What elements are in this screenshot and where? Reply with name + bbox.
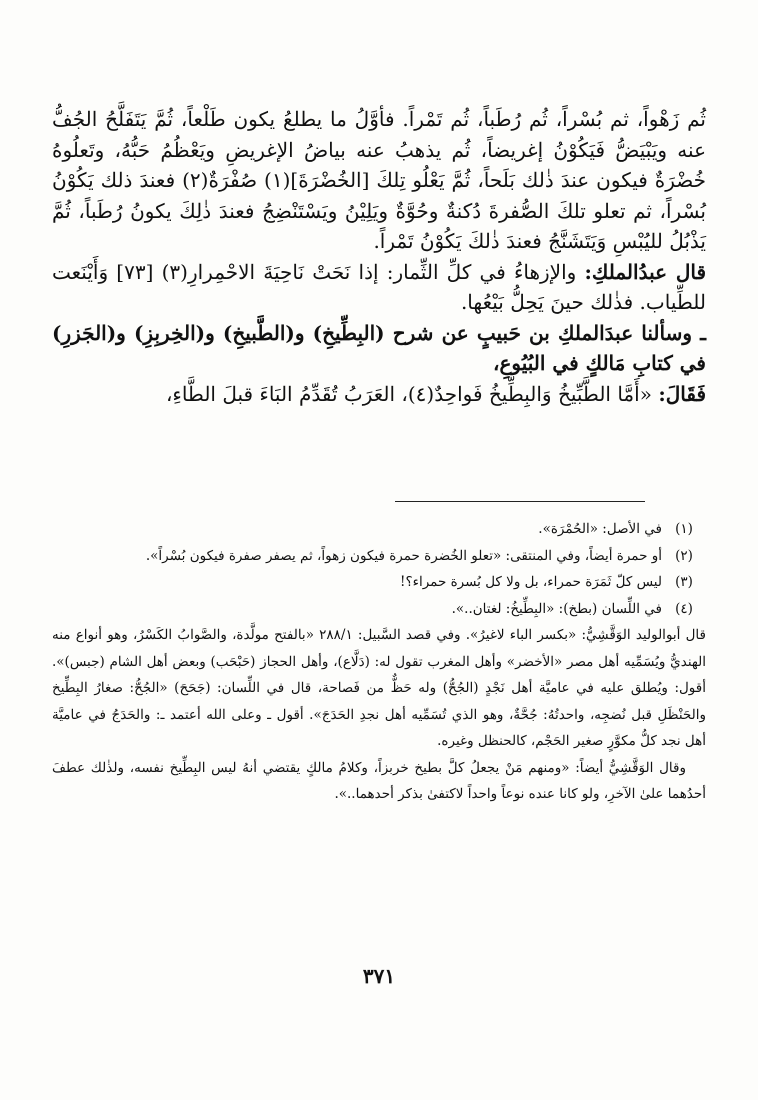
footnote-item xyxy=(52,596,706,623)
footnotes xyxy=(52,516,706,808)
footnote-continuation: وقال الوَقَّشِيُّ أيضاً: «ومنهم مَنْ يجعلُ كلَّ بطيخ خربزاً، وكلامُ مالكٍ يقتضي أنهُ ليس البِطِّيخ نفسه، ولذٰلك عطفَ أحدُهما علىٰ الآخرِ، ولو كانا عنده نوعاً واحداً لاكتفىٰ بذكر أحدهما..». xyxy=(52,759,706,802)
footnote-number: (٤) xyxy=(675,600,693,617)
footnote-number: (٣) xyxy=(675,574,693,590)
main-paragraph xyxy=(52,257,706,318)
main-paragraph: ثُم زَهْواً، ثم بُسْراً، ثُم رُطَباً، ثُم تَمْراً. فأوَّلُ ما يطلعُ يكون طَلْعاً، ثُمَّ يَتَفَلَّحُ الجُفُّ عنه ويَبْيَضُّ فَيَكُوْنُ إغريضاً، ثُم يذهبُ عنه بياضُ الإغريضِ ويَعْظُمُ حَبُّهُ، وتَعلُوهُ خُضْرَةٌ فيكون عندَ ذٰلك بَلَحاً، ثُمَّ يَعْلُو تِلكَ [الخُضْرَةَ](١) صُفْرَةٌ(٢) فعندَ ذلك يَكُوْنُ بُسْراً، ثم تعلو تلكَ الصُّفرةَ دُكنةٌ وحُوَّةٌ ويَلِيْنُ ويَسْتَنْضِجُ فعندَ ذٰلِكَ يكونُ رُطَباً، ثُمَّ يَذْبُلُ لليُبْسِ وَيَتَشَنَّجُ فعندَ ذٰلكَ يَكُوْنُ تَمْراً. xyxy=(52,107,707,253)
footnote-text: ليس كلّ ثَمَرَة حمراء، بل ولا كل بُسرة حمراء؟! xyxy=(400,574,662,590)
page-number: ٣٧١ xyxy=(362,964,396,988)
footnote-text: في الأصل: «الحُمْرَة». xyxy=(538,521,662,537)
footnote-number: (٢) xyxy=(675,547,693,564)
footnote-text: أو حمرة أيضاً، وفي المنتقى: «تعلو الخُضرة حمرة فيكون زهواً، ثم يصفر صفرة فيكون بُسْراً». xyxy=(145,547,662,564)
footnote-item xyxy=(52,516,706,543)
answer-paragraph xyxy=(52,379,706,410)
main-text xyxy=(52,104,706,409)
footnote-text: في اللِّسان (بطخ): «البِطِّيخُ: لغتان..». xyxy=(451,600,662,617)
footnote-continuation: قال أبوالوليد الوَقَّشِيُّ: «بكسر الباء لاغيرُ». وفي قصد السَّبيل: ٢٨٨/١ «بالفتح مولَّدة، والصَّوابُ الكَسْرُ، وهو أنواع منه الهنديُّ ويُسَمِّيه أهل مصر «الأخضر» وأهل المغرب تقول له: (دَلَّاع)، وأهل الحجاز (حَبْحَب) وبعض أهل الشام (جبس)». أقول: ويُطلق عليه في عاميَّة أهل نَجْدٍ (الجُحُّ) وله حَظٌّ من فَصاحة، قال في اللِّسان: (جَحَحَ) «الجُحُّ: صغارُ البِطِّيخ والحَنْظَلِ قبل نُضجِه، واحدتُهُ: جُحَّةٌ، وهو الذي تُسَمِّيه أهل نجدِ الحَدَجَ». أقول ـ وعلى الله أعتمد ـ: والحَدَجُ في عاميَّة أهل نجد كلُّ مكوَّرٍ صغير الحَجْم، كالحنظل وغيره. xyxy=(52,627,706,749)
speaker-label: قال عبدُالملكِ: xyxy=(584,259,707,284)
footnote-item xyxy=(52,543,706,570)
footnote-number: (١) xyxy=(675,521,693,537)
question-paragraph: ـ وسألنا عبدَالملكِ بن حَبيبٍ عن شرح (البِطِّيخِ) و(الطَّبيخِ) و(الخِربِزِ) و(الجَزرِ) في كتابِ مَالكٍ في البُيُوعِ، xyxy=(52,320,706,375)
speaker-label: فَقَالَ: xyxy=(658,381,706,406)
quoted-answer: «أَمَّا الطَّبِّيخُ وَالبِطِّيخُ فَواحِدٌ(٤)، العَرَبُ تُقَدِّمُ البَاءَ قبلَ الطَّاءِ، xyxy=(165,381,652,406)
footnote-separator xyxy=(395,501,645,502)
footnote-item xyxy=(52,569,706,596)
paragraph-text: والإزهاءُ في كلِّ الثِّمار: إذا نَحَتْ نَاحِيَةَ الاحْمِرارِ(٣) [٧٣] وَأَيْنَعت للطِّياب. فذٰلك حينَ يَحِلُّ بَيْعُها. xyxy=(52,259,706,314)
